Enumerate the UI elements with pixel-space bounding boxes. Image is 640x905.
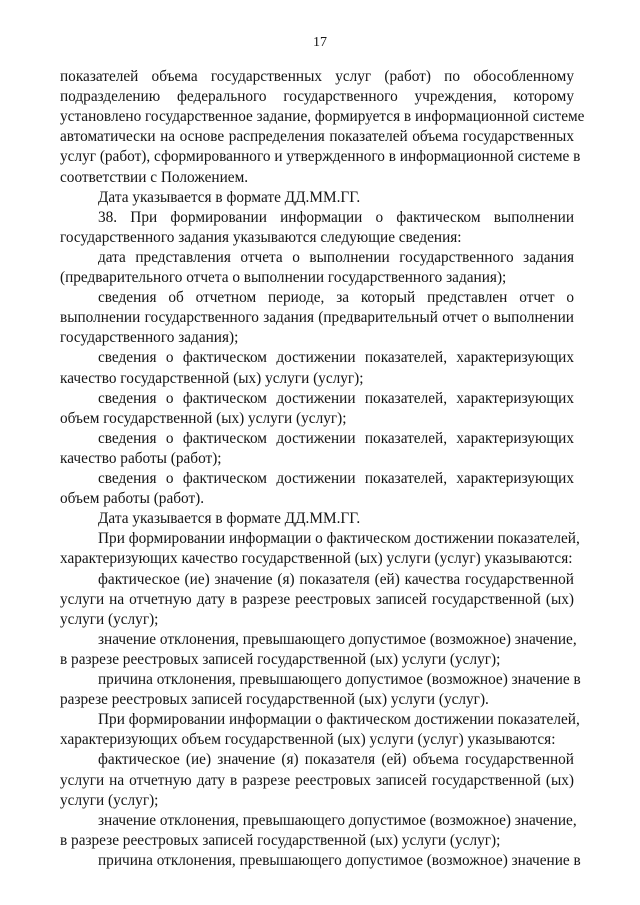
text-line: соответствии с Положением. (60, 168, 249, 186)
text-line: Дата указывается в формате ДД.ММ.ГГ. (98, 510, 361, 528)
text-line: фактическое (ие) значение (я) показателя (ей) объема государственной (98, 751, 574, 769)
text-line: сведения о фактическом достижении показателей, характеризующих (98, 470, 574, 487)
text-line: При формировании информации о фактическом достижении показателей, (98, 711, 580, 729)
text-line: услуги на отчетную дату в разрезе реестровых записей государственной (ых) (60, 590, 574, 608)
text-line: услуги (услуг); (60, 791, 159, 809)
text-line: объем работы (работ). (60, 490, 205, 508)
text-line: (предварительного отчета о выполнении государственного задания); (60, 269, 507, 286)
text-line: выполнении государственного задания (предварительный отчет о выполнении (60, 309, 574, 327)
text-line: показателей объема государственных услуг (работ) по обособленному (60, 68, 574, 85)
text-line: государственного задания указываются следующие сведения: (60, 228, 462, 246)
text-line: сведения о фактическом достижении показателей, характеризующих (98, 349, 574, 367)
text-line: 38. При формировании информации о фактическом выполнении (98, 208, 574, 226)
text-line: автоматически на основе распределения показателей объема государственных (60, 128, 574, 146)
text-line: установлено государственное задание, формируется в информационной системе (60, 108, 585, 126)
text-line: услуги (услуг); (60, 610, 159, 628)
text-line: характеризующих качество государственной (ых) услуги (услуг) указываются: (60, 550, 573, 568)
text-line: услуги на отчетную дату в разрезе реестровых записей государственной (ых) (60, 771, 574, 789)
text-line: причина отклонения, превышающего допустимое (возможное) значение в (98, 671, 581, 688)
text-line: При формировании информации о фактическом достижении показателей, (98, 530, 580, 548)
text-line: дата представления отчета о выполнении государственного задания (98, 248, 574, 266)
text-line: в разрезе реестровых записей государственной (ых) услуги (услуг); (60, 831, 501, 849)
text-line: подразделению федерального государственного учреждения, которому (60, 88, 574, 106)
text-line: качество государственной (ых) услуги (услуг); (60, 369, 364, 387)
text-line: сведения о фактическом достижении показателей, характеризующих (98, 429, 574, 447)
text-line: причина отклонения, превышающего допустимое (возможное) значение в (98, 851, 581, 869)
text-line: услуг (работ), сформированного и утвержденного в информационной системе в (60, 148, 581, 166)
text-line: качество работы (работ); (60, 449, 222, 467)
text-line: Дата указывается в формате ДД.ММ.ГГ. (98, 188, 361, 206)
text-line: сведения об отчетном периоде, за который представлен отчет о (98, 289, 574, 307)
text-line: фактическое (ие) значение (я) показателя (ей) качества государственной (98, 570, 574, 588)
text-line: государственного задания); (60, 329, 239, 347)
text-line: разрезе реестровых записей государственной (ых) услуги (услуг). (60, 691, 489, 709)
text-line: характеризующих объем государственной (ых) услуги (услуг) указываются: (60, 731, 556, 749)
page-number: 17 (313, 35, 327, 50)
text-line: объем государственной (ых) услуги (услуг); (60, 409, 347, 427)
text-line: значение отклонения, превышающего допустимое (возможное) значение, (98, 811, 577, 829)
text-line: в разрезе реестровых записей государственной (ых) услуги (услуг); (60, 650, 501, 668)
text-line: значение отклонения, превышающего допустимое (возможное) значение, (98, 630, 577, 648)
text-line: сведения о фактическом достижении показателей, характеризующих (98, 389, 574, 407)
